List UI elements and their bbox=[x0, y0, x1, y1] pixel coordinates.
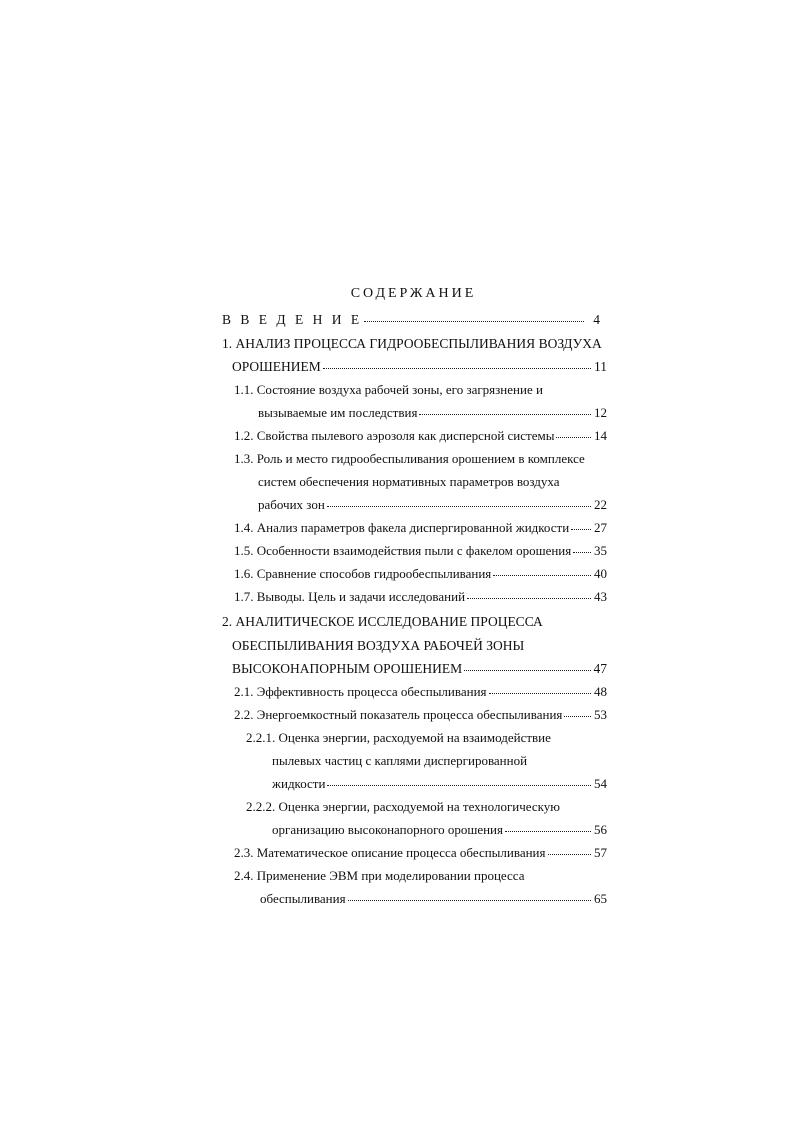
toc-entry-text: 1.6. Сравнение способов гидрообеспыливания bbox=[234, 566, 492, 581]
toc-page-number: 53 bbox=[594, 707, 607, 722]
dot-leader bbox=[323, 367, 591, 369]
toc-entry-1-1-cont bbox=[258, 405, 607, 421]
dot-leader bbox=[556, 436, 591, 438]
toc-page-number: 35 bbox=[594, 543, 607, 558]
toc-entry-1-2 bbox=[234, 428, 607, 444]
toc-entry-text: ОБЕСПЫЛИВАНИЯ ВОЗДУХА РАБОЧЕЙ ЗОНЫ bbox=[232, 638, 525, 653]
toc-entry-2-2-2-cont bbox=[272, 822, 607, 838]
toc-page-number: 12 bbox=[594, 405, 607, 420]
dot-leader bbox=[489, 692, 591, 694]
toc-entry-text: 2.2.2. Оценка энергии, расходуемой на технологическую bbox=[246, 799, 560, 814]
toc-entry-text: обеспыливания bbox=[260, 891, 346, 906]
dot-leader bbox=[464, 669, 591, 671]
toc-page-number: 56 bbox=[594, 822, 607, 837]
dot-leader bbox=[505, 830, 591, 832]
toc-entry-text: 2.2.1. Оценка энергии, расходуемой на взаимодействие bbox=[246, 730, 551, 745]
toc-page-number: 22 bbox=[594, 497, 607, 512]
toc-entry-2-2-2 bbox=[246, 799, 560, 815]
dot-leader bbox=[571, 528, 591, 530]
toc-entry-text: рабочих зон bbox=[258, 497, 325, 512]
toc-entry-text: 2.4. Применение ЭВМ при моделировании процесса bbox=[234, 868, 525, 883]
toc-entry-text: систем обеспечения нормативных параметров воздуха bbox=[258, 474, 560, 489]
toc-entry-2-2-1-cont-1 bbox=[272, 753, 527, 769]
dot-leader bbox=[364, 320, 584, 322]
toc-entry-1-3 bbox=[234, 451, 585, 467]
toc-page-number: 54 bbox=[594, 776, 607, 791]
toc-entry-text: 2.2. Энергоемкостный показатель процесса обеспыливания bbox=[234, 707, 563, 722]
toc-entry-text: ВЫСОКОНАПОРНЫМ ОРОШЕНИЕМ bbox=[232, 661, 463, 676]
toc-entry-2-1 bbox=[234, 684, 607, 700]
toc-page-number: 65 bbox=[594, 891, 607, 906]
toc-entry-1-3-cont-2 bbox=[258, 497, 607, 513]
toc-entry-chapter-2-cont-2 bbox=[232, 661, 607, 677]
toc-entry-chapter-2 bbox=[222, 614, 543, 630]
dot-leader bbox=[493, 574, 591, 576]
toc-entry-text: вызываемые им последствия bbox=[258, 405, 418, 420]
toc-entry-text: 1.4. Анализ параметров факела диспергированной жидкости bbox=[234, 520, 570, 535]
dot-leader bbox=[548, 853, 592, 855]
toc-page-number: 11 bbox=[594, 359, 607, 374]
dot-leader bbox=[564, 715, 591, 717]
toc-entry-text: 1.2. Свойства пылевого аэрозоля как дисперсной системы bbox=[234, 428, 555, 443]
dot-leader bbox=[327, 505, 591, 507]
toc-entry-1-6 bbox=[234, 566, 607, 582]
toc-page-number: 4 bbox=[593, 312, 600, 327]
toc-page-number: 57 bbox=[594, 845, 607, 860]
toc-entry-2-4-cont bbox=[260, 891, 607, 907]
toc-entry-2-4 bbox=[234, 868, 525, 884]
toc-page-number: 40 bbox=[594, 566, 607, 581]
toc-entry-introduction bbox=[222, 312, 600, 328]
toc-entry-1-1 bbox=[234, 382, 543, 398]
toc-entry-chapter-2-cont-1 bbox=[232, 638, 524, 654]
dot-leader bbox=[573, 551, 591, 553]
toc-entry-text: В В Е Д Е Н И Е bbox=[222, 312, 363, 327]
toc-page-number: 48 bbox=[594, 684, 607, 699]
toc-entry-1-3-cont-1 bbox=[258, 474, 560, 490]
toc-entry-1-7 bbox=[234, 589, 607, 605]
toc-entry-text: 1.7. Выводы. Цель и задачи исследований bbox=[234, 589, 466, 604]
toc-entry-text: жидкости bbox=[272, 776, 326, 791]
toc-entry-text: ОРОШЕНИЕМ bbox=[232, 359, 321, 374]
toc-entry-text: 1.3. Роль и место гидрообеспыливания орошением в комплексе bbox=[234, 451, 585, 466]
dot-leader bbox=[348, 899, 591, 901]
toc-entry-2-2-1 bbox=[246, 730, 551, 746]
toc-title: СОДЕРЖАНИЕ bbox=[350, 286, 477, 301]
toc-entry-2-2-1-cont-2 bbox=[272, 776, 607, 792]
toc-entry-text: 2.3. Математическое описание процесса обеспыливания bbox=[234, 845, 546, 860]
dot-leader bbox=[419, 413, 591, 415]
toc-entry-text: пылевых частиц с каплями диспергированной bbox=[272, 753, 528, 768]
toc-entry-chapter-1-cont bbox=[232, 359, 607, 375]
toc-entry-chapter-1 bbox=[222, 336, 602, 352]
toc-entry-text: 2. АНАЛИТИЧЕСКОЕ ИССЛЕДОВАНИЕ ПРОЦЕССА bbox=[222, 614, 543, 629]
toc-entry-text: 1. АНАЛИЗ ПРОЦЕССА ГИДРООБЕСПЫЛИВАНИЯ ВОЗДУХА bbox=[222, 336, 602, 351]
toc-entry-text: 2.1. Эффективность процесса обеспыливания bbox=[234, 684, 487, 699]
toc-entry-text: организацию высоконапорного орошения bbox=[272, 822, 503, 837]
toc-entry-1-5 bbox=[234, 543, 607, 559]
toc-entry-2-3 bbox=[234, 845, 607, 861]
toc-page-number: 47 bbox=[593, 661, 607, 676]
dot-leader bbox=[467, 597, 591, 599]
toc-entry-text: 1.5. Особенности взаимодействия пыли с факелом орошения bbox=[234, 543, 572, 558]
toc-entry-text: 1.1. Состояние воздуха рабочей зоны, его загрязнение и bbox=[234, 382, 543, 397]
toc-page-number: 14 bbox=[594, 428, 607, 443]
dot-leader bbox=[327, 784, 591, 786]
toc-entry-1-4 bbox=[234, 520, 607, 536]
toc-entry-2-2 bbox=[234, 707, 607, 723]
toc-page-number: 43 bbox=[594, 589, 607, 604]
toc-page-number: 27 bbox=[594, 520, 607, 535]
